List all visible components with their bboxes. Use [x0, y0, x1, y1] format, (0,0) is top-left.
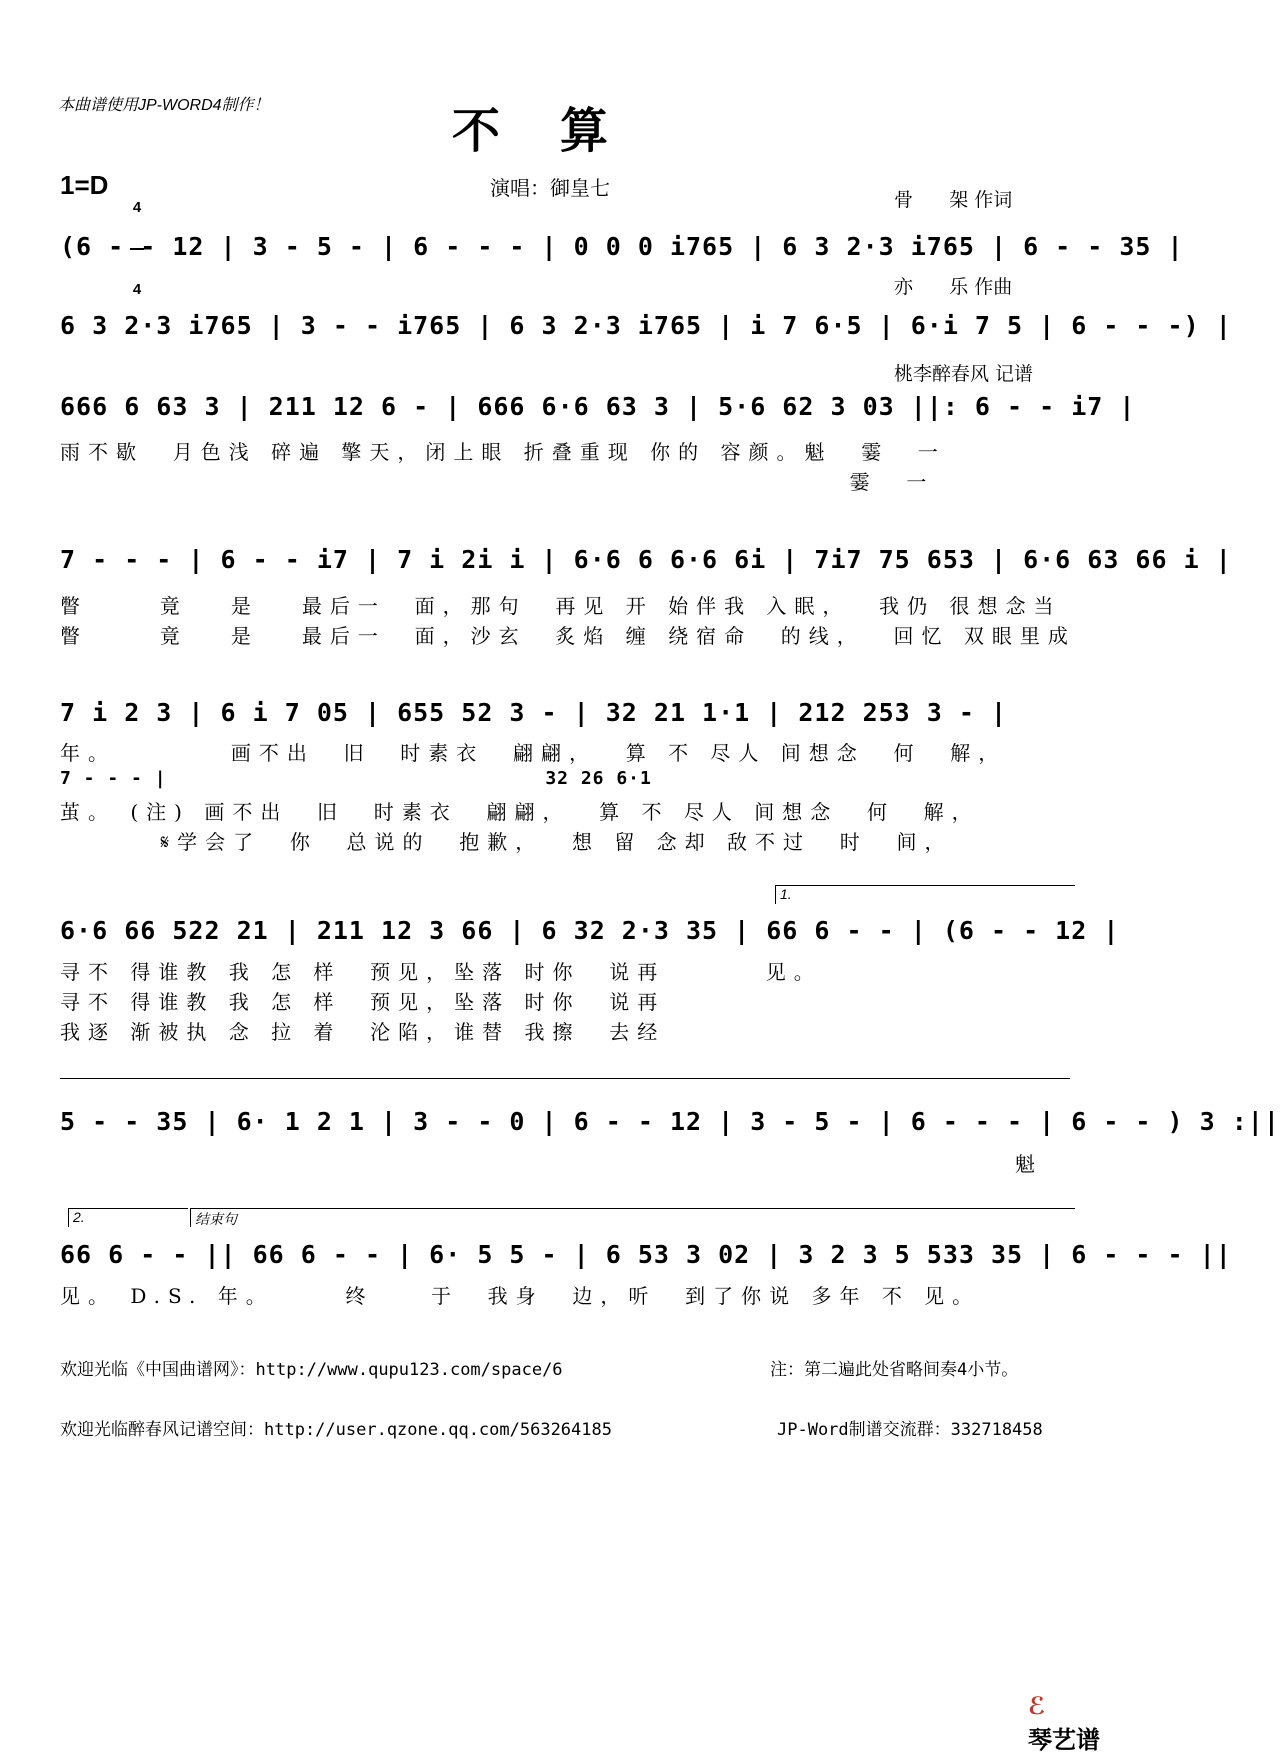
singer: 演唱：御皇七 [490, 176, 610, 200]
song-title: 不算 [451, 103, 668, 159]
score-line-7: 5 - - 35 | 6· 1 2 1 | 3 - - 0 | 6 - - 12 | 3 - 5 - | 6 - - - | 6 - - ) 3 :|| [60, 1107, 1280, 1136]
volta-first-ending: 1. [775, 885, 1075, 904]
lyric-line-6c: 我逐 渐被执 念 拉 着 沦陷，谁替 我擦 去经 [60, 1020, 666, 1044]
watermark [1011, 1664, 1100, 1755]
watermark-text: 琴艺谱 [1028, 1726, 1100, 1754]
lyric-line-6b: 寻不 得谁教 我 怎 样 预见，坠落 时你 说再 [60, 990, 666, 1014]
footer-space-link: 欢迎光临醉春风记谱空间：http://user.qzone.qq.com/563264185 [60, 1420, 612, 1440]
lyric-line-6a: 寻不 得谁教 我 怎 样 预见，坠落 时你 说再 见。 [60, 960, 822, 984]
key-signature: 1=D [60, 170, 109, 200]
volta-bracket-line [60, 1078, 1070, 1079]
score-line-6: 6·6 66 522 21 | 211 12 3 66 | 6 32 2·3 35 | 66 6 - - | (6 - - 12 | [60, 916, 1120, 945]
coda-ending-label: 结束句 [190, 1208, 1075, 1227]
lyric-line-5b: 茧。 (注) 画不出 旧 时素衣 翩翩， 算 不 尽人 间想念 何 解， [60, 800, 980, 824]
lyric-line-5a: 年。 画不出 旧 时素衣 翩翩， 算 不 尽人 间想念 何 解， [60, 741, 1007, 765]
tagline: 本曲谱使用JP-WORD4制作！ [58, 97, 270, 114]
composer-credit: 亦 乐 作曲 [894, 276, 1013, 298]
transcriber-credit: 桃李醉春风 记谱 [894, 363, 1034, 385]
footer-site-link: 欢迎光临《中国曲谱网》：http://www.qupu123.com/space/6 [60, 1360, 563, 1380]
volta-second-ending: 2. [68, 1208, 188, 1227]
score-line-8: 66 6 - - || 66 6 - - | 6· 5 5 - | 6 53 3 02 | 3 2 3 5 533 35 | 6 - - - || [60, 1240, 1232, 1269]
lyricist-credit: 骨 架 作词 [894, 189, 1013, 211]
lyric-line-4b: 瞥 竟 是 最后一 面，沙玄 炙焰 缠 绕宿命 的线， 回忆 双眼里成 [60, 624, 1076, 648]
score-line-3: 666 6 63 3 | 211 12 6 - | 666 6·6 63 3 | 5·6 62 3 03 ||: 6 - - i7 | [60, 392, 1136, 421]
score-line-5: 7 i 2 3 | 6 i 7 05 | 655 52 3 - | 32 21 1·1 | 212 253 3 - | [60, 698, 1008, 727]
meter-top: 4 [132, 199, 142, 216]
footer-note: 注：第二遍此处省略间奏4小节。 [770, 1360, 1019, 1380]
lyric-line-3b: 霎 一 [60, 470, 935, 494]
lyric-line-4a: 瞥 竟 是 最后一 面，那句 再见 开 始伴我 入眠， 我仍 很想念当 [60, 594, 1062, 618]
lyric-line-5c: 𝄋学会了 你 总说的 抱歉， 想 留 念却 敌不过 时 间， [60, 830, 953, 854]
score-line-2: 6 3 2·3 i765 | 3 - - i765 | 6 3 2·3 i765 | i 7 6·5 | 6·i 7 5 | 6 - - -) | [60, 311, 1232, 340]
lyric-line-7: 魁 [1015, 1152, 1043, 1176]
score-line-1: (6 - - 12 | 3 - 5 - | 6 - - - | 0 0 0 i765 | 6 3 2·3 i765 | 6 - - 35 | [60, 232, 1184, 261]
alternate-notes-line-5: 7 - - - | 32 26 6·1 [60, 768, 652, 789]
credits [894, 128, 1033, 418]
footer-group: JP-Word制谱交流群：332718458 [777, 1420, 1043, 1440]
lyric-line-8: 见。 D.S. 年。 终 于 我身 边，听 到了你说 多年 不 见。 [60, 1284, 981, 1308]
watermark-logo-icon: ℰ [1028, 1692, 1046, 1720]
meter-bottom: 4 [132, 281, 142, 298]
lyric-line-3a: 雨不歇 月色浅 碎遍 擎天，闭上眼 折叠重现 你的 容颜。魁 霎 一 [60, 440, 946, 464]
score-line-4: 7 - - - | 6 - - i7 | 7 i 2i i | 6·6 6 6·6 6i | 7i7 75 653 | 6·6 63 66 i | [60, 545, 1232, 574]
